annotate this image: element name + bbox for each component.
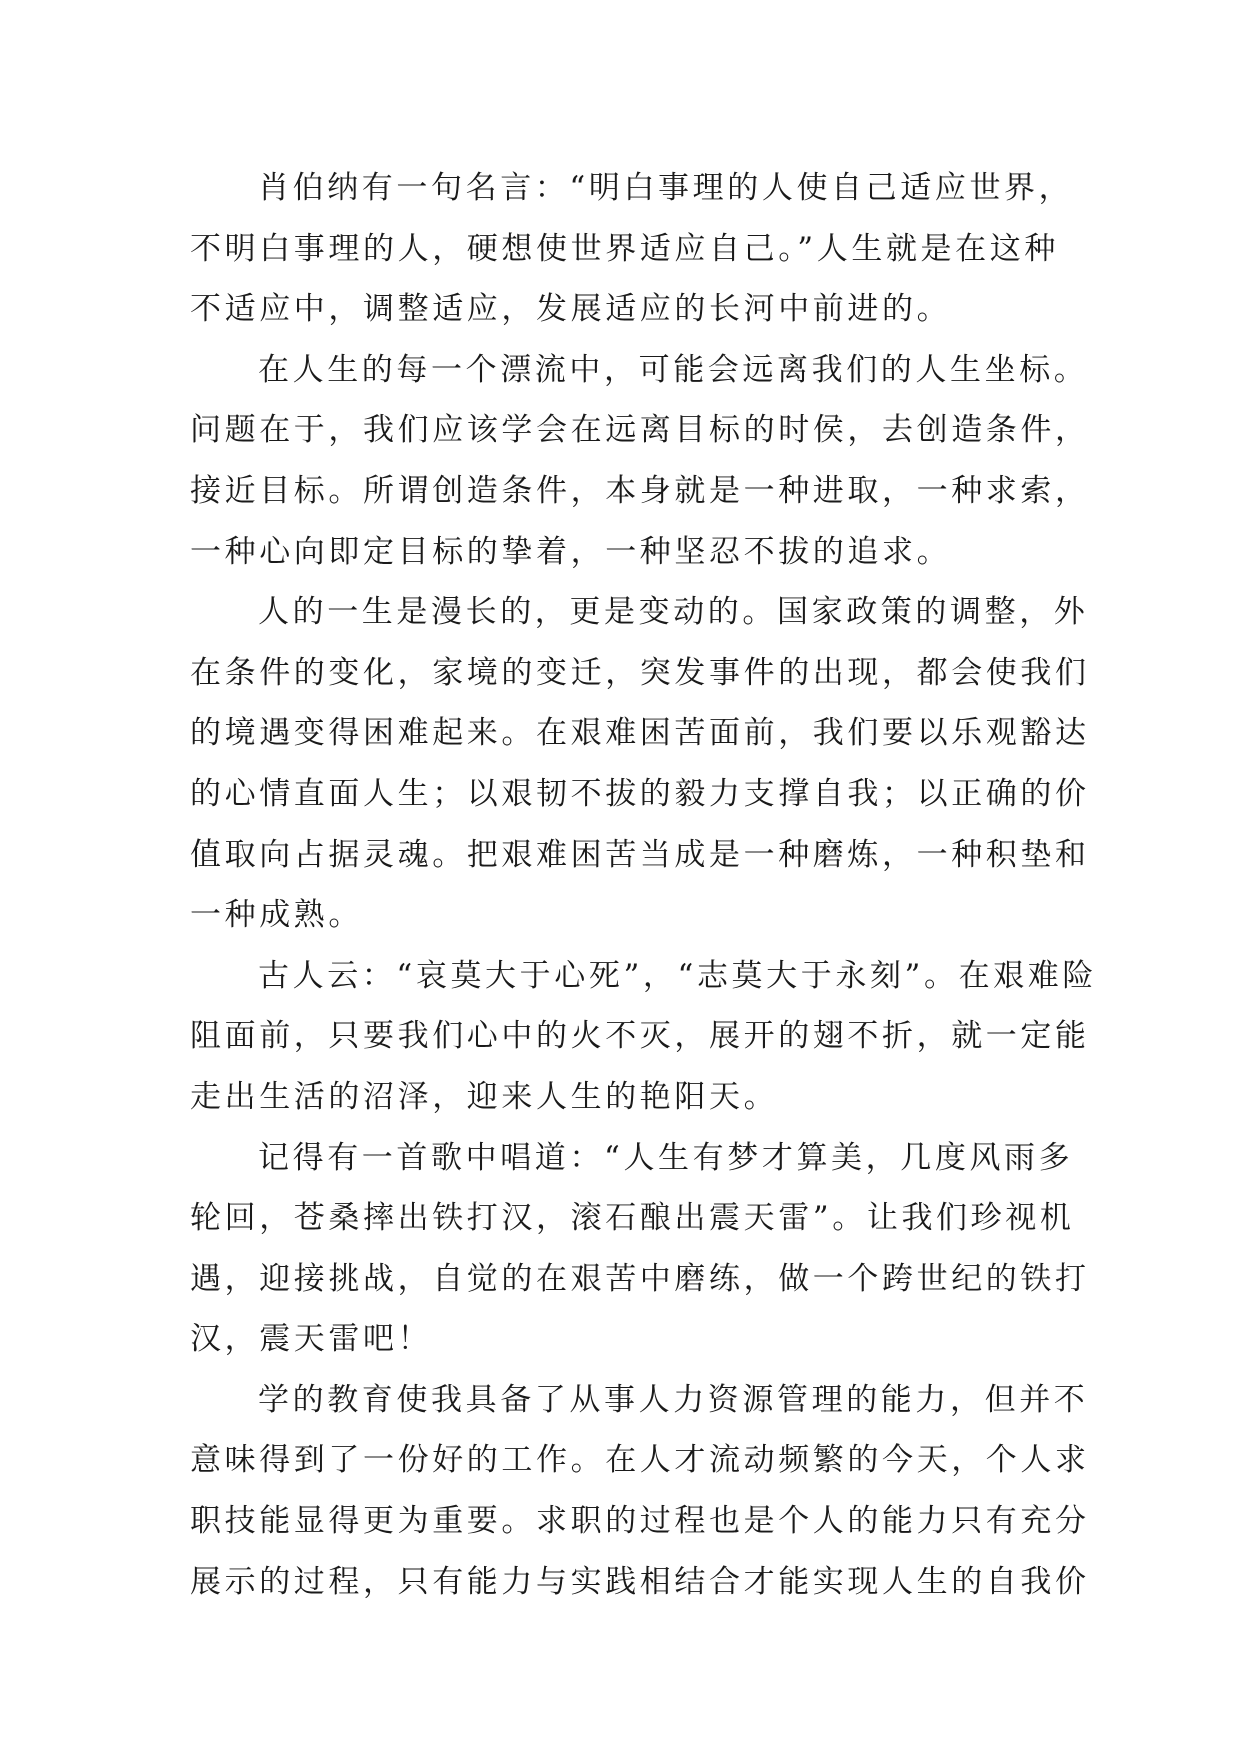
text-line: 展示的过程，只有能力与实践相结合才能实现人生的自我价: [190, 1563, 1090, 1600]
text-line: 不明白事理的人，硬想使世界适应自己。”人生就是在这种: [190, 230, 1059, 267]
text-line: 遇，迎接挑战，自觉的在艰苦中磨练，做一个跨世纪的铁打: [190, 1260, 1090, 1297]
text-line: 不适应中，调整适应，发展适应的长河中前进的。: [190, 291, 952, 328]
text-line: 在条件的变化，家境的变迁，突发事件的出现，都会使我们: [190, 654, 1090, 691]
paragraph-2: [190, 340, 1090, 582]
text-line: 问题在于，我们应该学会在远离目标的时侯，去创造条件，: [190, 412, 1090, 449]
text-line: 学的教育使我具备了从事人力资源管理的能力，但并不: [258, 1381, 1089, 1418]
paragraph-3: [190, 582, 1090, 946]
text-line: 的境遇变得困难起来。在艰难困苦面前，我们要以乐观豁达: [190, 715, 1090, 752]
text-line: 一种心向即定目标的挚着，一种坚忍不拔的追求。: [190, 533, 952, 570]
text-line: 肖伯纳有一句名言：“明白事理的人使自己适应世界，: [258, 170, 1074, 206]
text-line: 阻面前，只要我们心中的火不灭，展开的翅不折，就一定能: [190, 1018, 1090, 1055]
paragraph-1: [190, 158, 1074, 340]
text-line: 职技能显得更为重要。求职的过程也是个人的能力只有充分: [190, 1503, 1090, 1540]
paragraph-4: [190, 946, 1097, 1128]
text-line: 古人云：“哀莫大于心死”，“志莫大于永刻”。在艰难险: [258, 957, 1097, 994]
text-line: 一种成熟。: [190, 897, 363, 934]
text-line: 在人生的每一个漂流中，可能会远离我们的人生坐标。: [258, 351, 1089, 388]
text-line: 意味得到了一份好的工作。在人才流动频繁的今天，个人求: [190, 1442, 1090, 1479]
text-line: 的心情直面人生；以艰韧不拔的毅力支撑自我；以正确的价: [190, 775, 1090, 812]
text-line: 值取向占据灵魂。把艰难困苦当成是一种磨炼，一种积垫和: [190, 836, 1090, 873]
paragraph-6: [190, 1370, 1090, 1612]
paragraph-5: [190, 1128, 1090, 1370]
text-line: 轮回，苍桑摔出铁打汉，滚石酿出震天雷”。让我们珍视机: [190, 1200, 1075, 1237]
text-line: 走出生活的沼泽，迎来人生的艳阳天。: [190, 1078, 779, 1115]
document-body: [190, 158, 1097, 1612]
text-line: 汉，震天雷吧！: [190, 1321, 433, 1358]
text-line: 人的一生是漫长的，更是变动的。国家政策的调整，外: [258, 594, 1089, 631]
text-line: 接近目标。所谓创造条件，本身就是一种进取，一种求索，: [190, 472, 1090, 509]
text-line: 记得有一首歌中唱道：“人生有梦才算美，几度风雨多: [258, 1139, 1074, 1176]
